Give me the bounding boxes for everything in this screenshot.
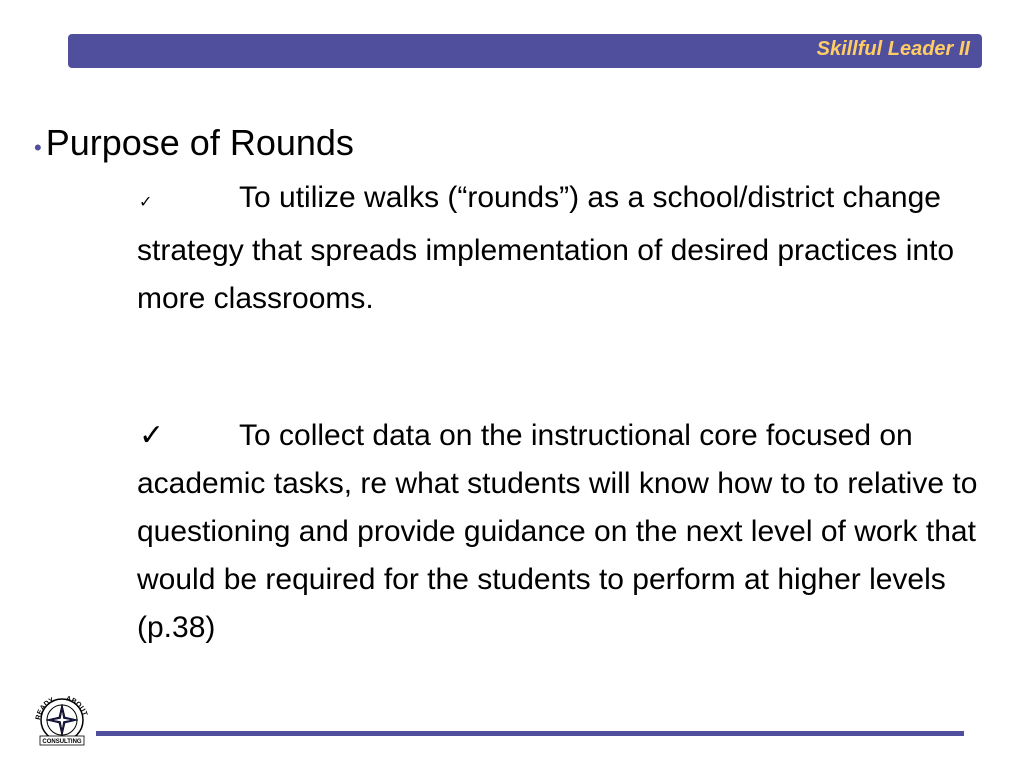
logo-text-about: ABOUT	[65, 695, 89, 717]
sub-item-1-text: To utilize walks (“rounds”) as a school/district change strategy that spreads implementation of desired practices into more classrooms.	[137, 181, 955, 315]
logo-text-ready: READY	[35, 696, 56, 721]
sub-item-2-text: To collect data on the instructional core focused on academic tasks, re what students will know how to to relative to questioning and provide guidance on the next level of work that would be required for the students to perform at higher levels (p.38)	[137, 419, 978, 644]
company-logo	[30, 690, 94, 746]
check-icon: ✓	[139, 419, 165, 452]
main-bullet	[34, 122, 354, 164]
bullet-dot-icon: •	[34, 135, 42, 160]
logo-text-consulting: CONSULTING	[42, 739, 82, 745]
header-title: Skillful Leader II	[816, 38, 970, 60]
compass-star-logo-icon	[30, 690, 94, 746]
bullet-heading: Purpose of Rounds	[45, 122, 354, 163]
sub-item-2	[137, 412, 1007, 652]
check-icon: ✓	[139, 194, 153, 211]
footer-divider	[96, 731, 964, 736]
header-bar	[68, 34, 982, 68]
sub-item-1	[137, 174, 1007, 323]
